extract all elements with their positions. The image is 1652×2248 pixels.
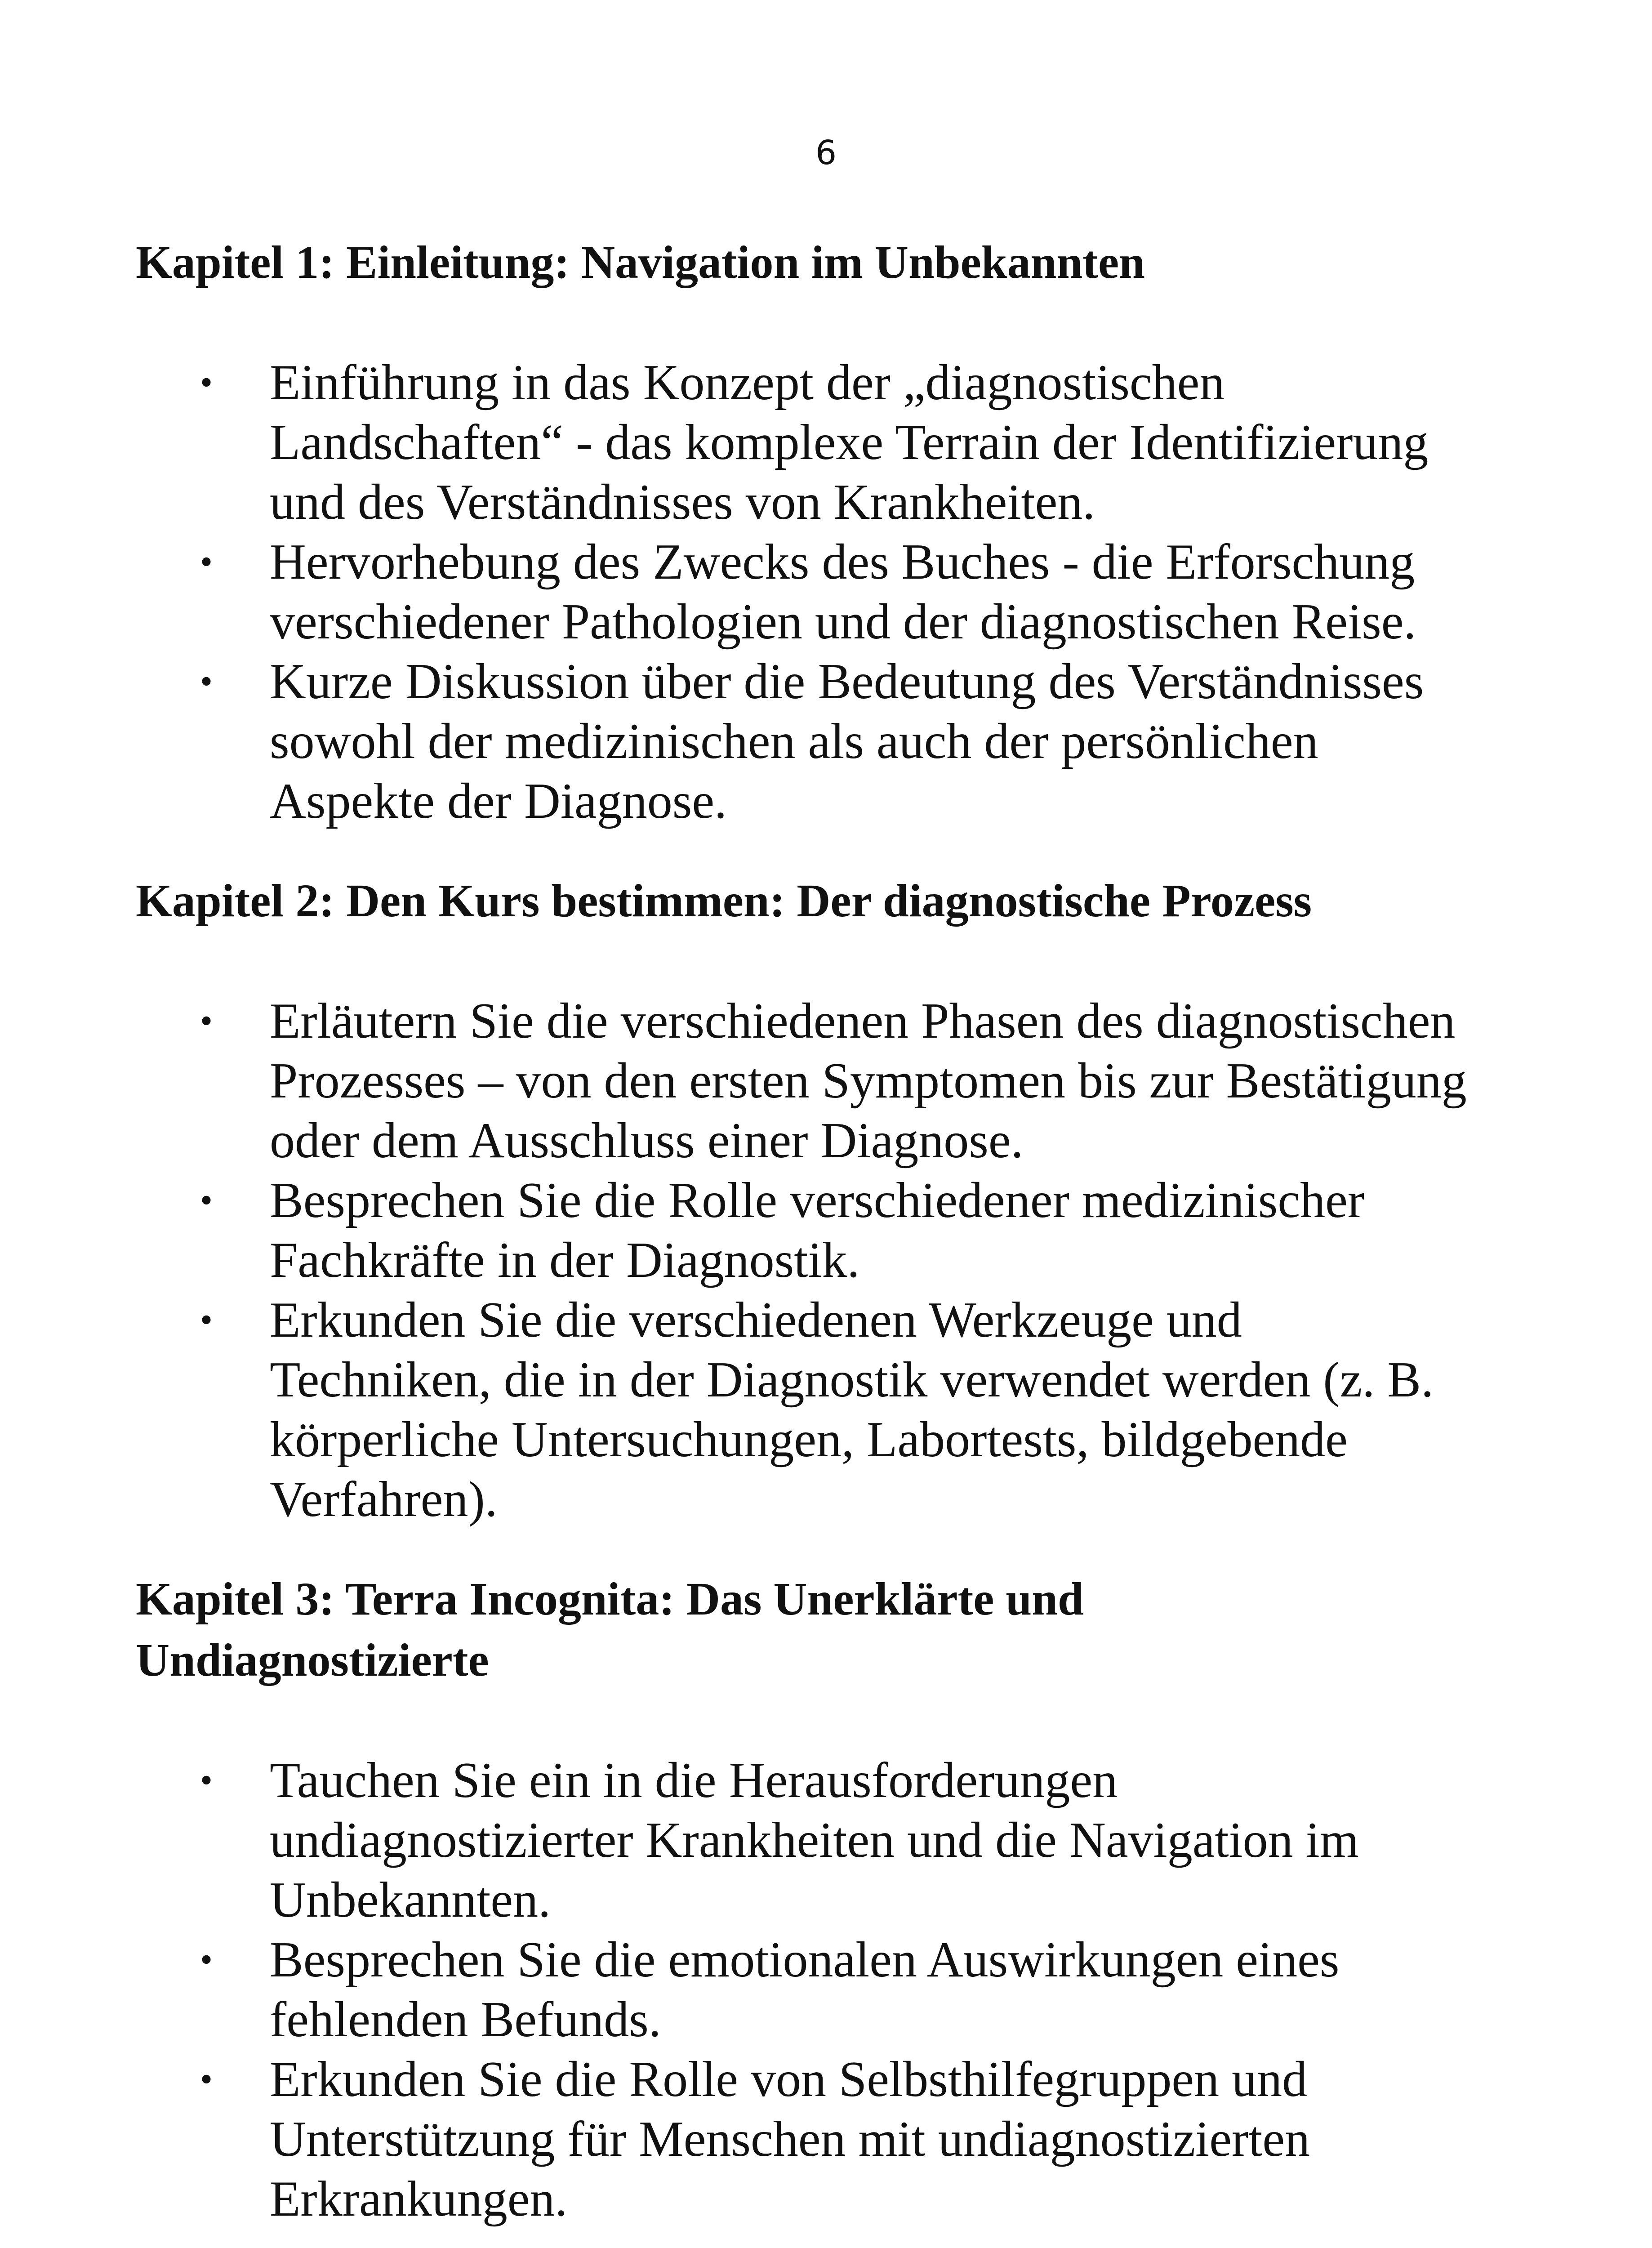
chapter-3-bullet-list: [136, 1751, 1529, 2229]
chapter-1-bullet-1: [136, 353, 1529, 532]
bullet-text: Erläutern Sie die verschiedenen Phasen des diagnostischen Prozesses – von den ersten Symptomen bis zur Bestätigung oder dem Ausschluss einer Diagnose.: [270, 993, 1467, 1169]
bullet-icon: •: [200, 1181, 213, 1220]
bullet-icon: •: [200, 542, 213, 582]
bullet-text: Tauchen Sie ein in die Herausforderungen undiagnostizierter Krankheiten und die Navigation im Unbekannten.: [270, 1753, 1359, 1928]
bullet-text: Besprechen Sie die Rolle verschiedener medizinischer Fachkräfte in der Diagnostik.: [270, 1173, 1365, 1288]
bullet-icon: •: [200, 1300, 213, 1340]
chapter-1-bullet-2: [136, 532, 1529, 652]
chapter-2-bullet-3: [136, 1290, 1529, 1530]
bullet-text: Besprechen Sie die emotionalen Auswirkungen eines fehlenden Befunds.: [270, 1932, 1340, 2047]
chapter-1-section: [136, 232, 1529, 831]
bullet-text: Hervorhebung des Zwecks des Buches - die Erforschung verschiedener Pathologien und der diagnostischen Reise.: [270, 534, 1416, 650]
bullet-text: Erkunden Sie die verschiedenen Werkzeuge und Techniken, die in der Diagnostik verwendet werden (z. B. körperliche Untersuchungen, Labortests, bildgebende Verfahren).: [270, 1292, 1434, 1527]
chapter-1-bullet-3: [136, 652, 1529, 831]
chapter-2-section: [136, 870, 1529, 1530]
chapter-3-bullet-1: [136, 1751, 1529, 1930]
chapter-2-bullet-list: [136, 991, 1529, 1530]
bullet-text: Einführung in das Konzept der „diagnostischen Landschaften“ - das komplexe Terrain der Identifizierung und des Verständnisses von Krankheiten.: [270, 355, 1429, 530]
chapter-3-title: Kapitel 3: Terra Incognita: Das Unerklärte und Undiagnostizierte: [136, 1573, 1084, 1686]
bullet-icon: •: [200, 363, 213, 402]
bullet-text: Erkunden Sie die Rolle von Selbsthilfegruppen und Unterstützung für Menschen mit undiagnostizierten Erkrankungen.: [270, 2052, 1310, 2227]
chapter-2-bullet-1: [136, 991, 1529, 1171]
chapter-3-bullet-2: [136, 1930, 1529, 2050]
chapter-2-title: Kapitel 2: Den Kurs bestimmen: Der diagnostische Prozess: [136, 875, 1312, 927]
chapter-3-bullet-3: [136, 2050, 1529, 2229]
bullet-icon: •: [200, 2060, 213, 2099]
chapter-3-section: [136, 1569, 1529, 2229]
chapter-1-title: Kapitel 1: Einleitung: Navigation im Unbekannten: [136, 236, 1145, 288]
bullet-icon: •: [200, 1761, 213, 1800]
bullet-icon: •: [200, 1001, 213, 1041]
chapter-1-bullet-list: [136, 353, 1529, 831]
bullet-text: Kurze Diskussion über die Bedeutung des Verständnisses sowohl der medizinischen als auch der persönlichen Aspekte der Diagnose.: [270, 654, 1424, 829]
page-number: 6: [815, 134, 837, 172]
chapter-2-bullet-2: [136, 1171, 1529, 1290]
bullet-icon: •: [200, 662, 213, 701]
bullet-icon: •: [200, 1940, 213, 1980]
